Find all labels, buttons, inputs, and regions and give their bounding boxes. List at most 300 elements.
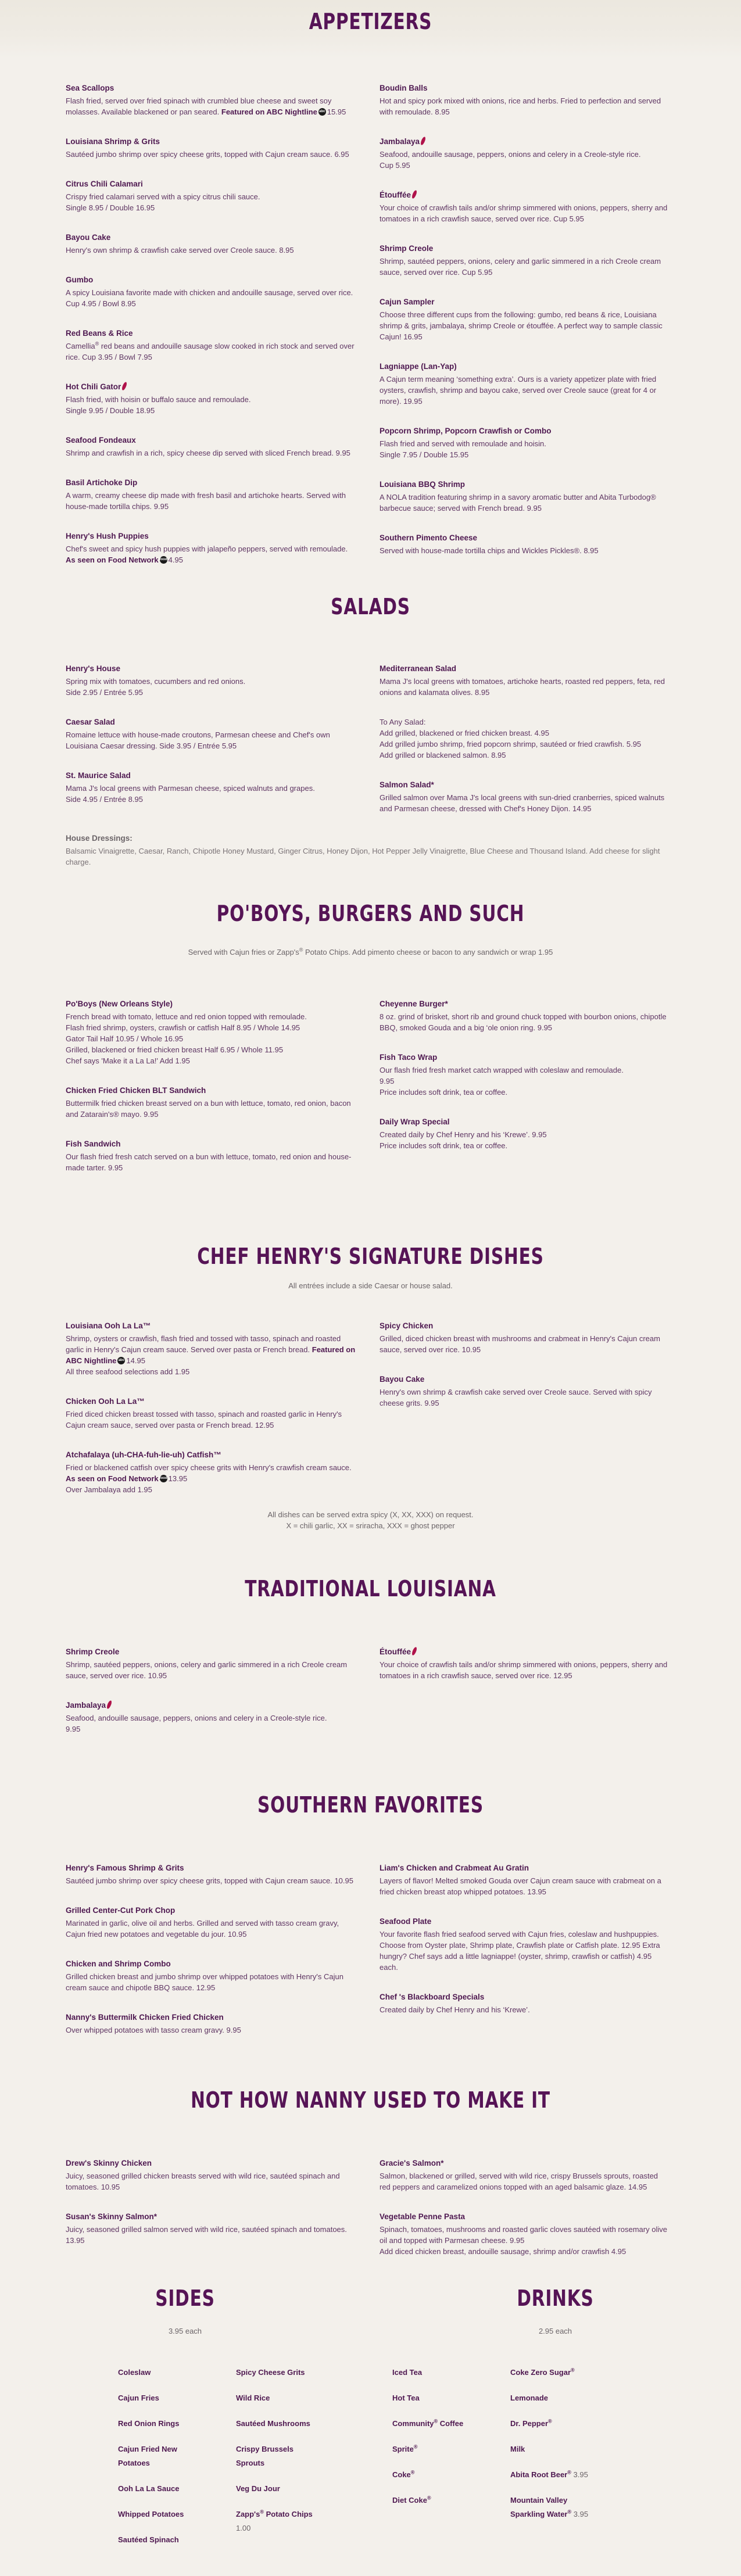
item-name — [380, 479, 693, 490]
registered-mark: ® — [413, 2444, 418, 2450]
item-name — [66, 2211, 380, 2222]
drink-name: Dr. Pepper — [510, 2419, 549, 2428]
description-text — [66, 490, 356, 512]
menu-item — [66, 1905, 380, 1940]
drink-item — [510, 2493, 597, 2521]
description-text — [66, 1918, 356, 1940]
section-nanny — [0, 2054, 741, 2276]
description-text — [380, 492, 670, 514]
item-name — [380, 296, 693, 307]
note-text: Served with Cajun fries or Zapp's — [188, 948, 299, 956]
item-description — [66, 676, 356, 698]
description-text — [66, 149, 356, 160]
menu-item — [66, 136, 380, 160]
menu-item — [380, 1116, 693, 1151]
registered-mark: ® — [567, 2509, 572, 2515]
drink-name: Community — [392, 2419, 434, 2428]
description-line: Grilled, blackened or fried chicken breast Half 6.95 / Whole 11.95 — [66, 1045, 284, 1054]
section-note: 2.95 each — [538, 2327, 572, 2335]
drink-item — [392, 2468, 479, 2482]
item-description — [66, 1659, 356, 1681]
menu-item — [380, 83, 693, 117]
drink-item — [392, 2493, 479, 2507]
description-text — [66, 1151, 356, 1173]
dressings-label: House Dressings: — [66, 834, 133, 843]
spacer — [0, 1267, 741, 1280]
spacer — [0, 925, 741, 947]
spicy-note-line: All dishes can be served extra spicy (X, XX, XXX) on request. — [267, 1510, 474, 1519]
drink-item — [510, 2442, 597, 2456]
description-body: Your favorite flash fried seafood served with Cajun fries, coleslaw and hushpuppies. Choose from Oyster plate, Shrimp plate, Crawfish plate or Catfish plate. 12.95 Extra hungry? Chef says add a little lagniappe! (oyster, shrimp, crawfish or catfish) 4.95 each. — [380, 1930, 660, 1972]
drinks-columns — [370, 2366, 740, 2533]
column-right — [380, 998, 693, 1192]
description-text — [66, 245, 356, 256]
item-name — [66, 2158, 380, 2169]
item-name-text: Caesar Salad — [66, 718, 115, 726]
description-body: Marinated in garlic, olive oil and herbs. Grilled and served with tasso cream gravy, Cajun fried new potatoes and vegetable du jour. 10.95 — [66, 1919, 339, 1939]
menu-item — [66, 83, 380, 117]
registered-mark: ® — [571, 2367, 575, 2373]
item-price: 4.95 — [168, 556, 183, 564]
item-description — [66, 1151, 356, 1173]
description-line: 9.95 — [380, 1077, 395, 1085]
description-body: Served with house-made tortilla chips and Wickles Pickles®. 8.95 — [380, 546, 599, 555]
column-right — [380, 663, 693, 833]
description-body: A NOLA tradition featuring shrimp in a savory aromatic butter and Abita Turbodog® barbecue sauce; served with French bread. 9.95 — [380, 493, 656, 513]
menu-item — [66, 1700, 380, 1735]
spacer — [0, 2559, 741, 2576]
drink-item — [392, 2391, 479, 2405]
menu-item — [380, 532, 693, 556]
two-column-list — [0, 1862, 741, 2054]
item-description — [66, 1098, 356, 1120]
item-description — [66, 543, 356, 565]
item-description — [380, 492, 670, 514]
menu-item — [66, 274, 380, 309]
item-description — [380, 309, 670, 342]
item-description — [66, 783, 356, 805]
description-line: French bread with tomato, lettuce and red onion topped with remoulade. — [66, 1012, 307, 1021]
menu-item — [66, 1138, 380, 1173]
menu-item — [66, 328, 380, 363]
item-name — [380, 2158, 693, 2169]
item-name — [66, 1646, 380, 1657]
item-name-text: Atchafalaya (uh-CHA-fuh-lie-uh) Catfish™ — [66, 1450, 221, 1459]
side-item: Cajun Fries — [118, 2394, 159, 2402]
two-column-list — [0, 998, 741, 1192]
item-name-text: Seafood Plate — [380, 1917, 432, 1926]
abc-logo-icon: abc — [318, 108, 326, 116]
item-name — [380, 532, 693, 543]
item-description — [380, 1659, 670, 1681]
menu-item — [66, 1320, 380, 1377]
spacer — [0, 1192, 741, 1245]
item-name — [380, 779, 693, 790]
spacer — [0, 33, 741, 83]
description-line: Add grilled, blackened or fried chicken breast. 4.95 — [380, 729, 549, 737]
item-description — [66, 287, 356, 309]
side-item: Red Onion Rings — [118, 2419, 180, 2428]
column-left — [66, 663, 380, 833]
item-name-text: Lagniappe (Lan-Yap) — [380, 362, 457, 371]
menu-item — [380, 998, 693, 1033]
menu-item — [380, 425, 693, 460]
spacer — [0, 618, 741, 663]
description-line: Add diced chicken breast, andouille sausage, shrimp and/or crawfish 4.95 — [380, 2247, 627, 2256]
item-name — [380, 1374, 693, 1385]
item-name — [380, 1116, 693, 1127]
description-text — [380, 149, 670, 160]
side-name: Potato Chips — [264, 2510, 313, 2518]
description-body: Shrimp, oysters or crawfish, flash fried and tossed with tasso, spinach and roasted garlic in Henry's Cajun cream sauce. Served over pasta or French bread. — [66, 1334, 341, 1354]
item-name — [66, 2012, 380, 2023]
item-description — [380, 1929, 670, 1973]
item-name — [380, 1862, 693, 1873]
item-name-text: Red Beans & Rice — [66, 329, 133, 338]
description-line: Add grilled jumbo shrimp, fried popcorn shrimp, sautéed or fried crawfish. 5.95 — [380, 740, 642, 748]
description-text — [66, 394, 356, 405]
note-text: Potato Chips. Add pimento cheese or bacon to any sandwich or wrap 1.95 — [303, 948, 553, 956]
column-left — [66, 2158, 380, 2276]
menu-item — [380, 1991, 693, 2015]
section-southern — [0, 1753, 741, 2054]
drinks-col1 — [392, 2366, 510, 2533]
menu-item — [380, 1320, 693, 1355]
spicy-pepper-icon — [411, 189, 417, 199]
spacer — [0, 958, 741, 998]
spacer — [0, 2111, 741, 2158]
item-description — [380, 716, 670, 761]
description-body: Flash fried and served with remoulade and hoisin. — [380, 439, 546, 448]
drink-name: Abita Root Beer — [510, 2470, 568, 2479]
item-name-text: Grilled Center-Cut Pork Chop — [66, 1906, 176, 1915]
description-body: Spring mix with tomatoes, cucumbers and red onions. — [66, 677, 246, 686]
section-signature — [0, 1192, 741, 1514]
description-body: Flash fried, served over fried spinach with crumbled blue cheese and sweet soy molasses. Available blackened or pan seared. — [66, 96, 332, 116]
item-name-text: Gracie's Salmon* — [380, 2159, 444, 2167]
description-body: Grilled chicken breast and jumbo shrimp over whipped potatoes with Henry's Cajun cream sauce and chipotle BBQ sauce. 12.95 — [66, 1972, 343, 1992]
spicy-pepper-icon — [106, 1700, 112, 1709]
description-body: Seafood, andouille sausage, peppers, onions and celery in a Creole-style rice. — [66, 1714, 327, 1722]
item-price: 13.95 — [168, 1474, 188, 1483]
item-price-line: 9.95 — [66, 1725, 81, 1733]
description-text — [380, 2170, 670, 2192]
description-text — [380, 792, 670, 814]
description-body: Fried diced chicken breast tossed with tasso, spinach and roasted garlic in Henry's Cajun cream sauce, served over pasta or French bread. 12.95 — [66, 1410, 342, 1429]
registered-mark: ® — [95, 341, 99, 347]
item-name — [380, 1320, 693, 1331]
item-description — [66, 149, 356, 160]
sides-and-drinks — [0, 2287, 741, 2559]
menu-item — [380, 243, 693, 278]
side-item: Spicy Cheese Grits — [236, 2368, 305, 2377]
registered-mark: ® — [567, 2469, 571, 2475]
drink-item — [510, 2468, 597, 2482]
two-column-list — [0, 1320, 741, 1514]
item-name — [66, 531, 380, 542]
item-name — [380, 663, 693, 674]
item-name-text: Po'Boys (New Orleans Style) — [66, 999, 173, 1008]
section-salads — [0, 584, 741, 833]
item-description — [380, 256, 670, 278]
item-name-text: Bayou Cake — [66, 233, 111, 242]
description-line: Created daily by Chef Henry and his ‘Krewe’. 9.95 — [380, 1130, 547, 1139]
spicy-pepper-icon — [420, 136, 426, 145]
item-name-text: Louisiana Shrimp & Grits — [66, 137, 160, 146]
menu-item — [380, 2211, 693, 2257]
item-name — [380, 2211, 693, 2222]
menu-item — [380, 779, 693, 814]
item-price-line: Single 9.95 / Double 18.95 — [66, 406, 155, 415]
description-line: Flash fried shrimp, oysters, crawfish or catfish Half 8.95 / Whole 14.95 — [66, 1023, 300, 1032]
item-name — [66, 381, 380, 392]
description-body: Henry's own shrimp & crawfish cake served over Creole sauce. 8.95 — [66, 246, 294, 255]
description-text — [380, 256, 670, 278]
description-text — [380, 1386, 670, 1409]
description-text — [380, 1875, 670, 1897]
column-right — [380, 2158, 693, 2276]
item-name — [380, 998, 693, 1009]
side-item: Ooh La La Sauce — [118, 2484, 180, 2493]
side-item: Coleslaw — [118, 2368, 151, 2377]
registered-mark: ® — [260, 2509, 264, 2515]
item-description — [380, 676, 670, 698]
item-description — [380, 2004, 670, 2015]
column-right — [380, 1646, 693, 1753]
item-name — [66, 232, 380, 243]
item-name-text: Salmon Salad* — [380, 780, 434, 789]
spacer — [370, 2337, 740, 2366]
description-text — [66, 1409, 356, 1431]
item-name — [66, 178, 380, 189]
section-title: DRINKS — [517, 2285, 594, 2311]
description-body: Crispy fried calamari served with a spicy citrus chili sauce. — [66, 192, 260, 201]
item-price: 15.95 — [327, 108, 346, 116]
description-body: Sautéed jumbo shrimp over spicy cheese grits, topped with Cajun cream sauce. 6.95 — [66, 150, 349, 159]
section-appetizers — [0, 0, 741, 584]
item-name — [66, 435, 380, 446]
description-text — [66, 1098, 356, 1120]
item-description — [380, 792, 670, 814]
food-network-logo-icon: food — [160, 1475, 167, 1482]
description-text — [66, 1875, 356, 1886]
item-extra: Over Jambalaya add 1.95 — [66, 1485, 152, 1494]
menu-item — [380, 663, 693, 698]
item-name-text: Chicken Fried Chicken BLT Sandwich — [66, 1086, 206, 1095]
description-body: A warm, creamy cheese dip made with fresh basil and artichoke hearts. Served with house-made tortilla chips. 9.95 — [66, 491, 346, 511]
description-body: 8 oz. grind of brisket, short rib and ground chuck topped with bourbon onions, chipotle BBQ, smoked Gouda and a big ‘ole onion ring. 9.95 — [380, 1012, 667, 1032]
menu-item — [380, 361, 693, 407]
description-body: Shrimp, sautéed peppers, onions, celery and garlic simmered in a rich Creole cream sauce, served over rice. 10.95 — [66, 1660, 348, 1680]
drink-item — [510, 2417, 597, 2431]
section-title: APPETIZERS — [309, 9, 432, 34]
section-title: SALADS — [331, 594, 410, 619]
section-title: PO'BOYS, BURGERS AND SUCH — [216, 901, 525, 926]
item-description — [66, 1462, 356, 1495]
spicy-note-line: X = chili garlic, XX = sriracha, XXX = ghost pepper — [286, 1521, 455, 1530]
column-left — [66, 1862, 380, 2054]
item-name-text: Jambalaya — [380, 137, 420, 146]
drinks-col2 — [510, 2366, 628, 2533]
drink-name-suffix: Coffee — [438, 2419, 464, 2428]
section-traditional — [0, 1531, 741, 1753]
food-network-logo-icon: food — [160, 556, 167, 564]
spacer — [0, 1291, 741, 1320]
item-name — [66, 998, 380, 1009]
description-body: Juicy, seasoned grilled chicken breasts served with wild rice, sautéed spinach and tomatoes. 10.95 — [66, 2172, 340, 2191]
item-description — [380, 438, 670, 460]
section-note: All entrées include a side Caesar or house salad. — [288, 1281, 453, 1290]
section-title: NOT HOW NANNY USED TO MAKE IT — [191, 2087, 550, 2113]
spacer — [0, 1816, 741, 1862]
description-body: Romaine lettuce with house-made croutons, Parmesan cheese and Chef's own Louisiana Caesar dressing. Side 3.95 / Entrée 5.95 — [66, 730, 330, 750]
description-body: Choose three different cups from the following: gumbo, red beans & rice, Louisiana shrimp & grits, jambalaya, shrimp Creole or étouffée. A perfect way to sample classic Cajun! 16.95 — [380, 310, 663, 341]
featured-label: Featured on ABC Nightline — [66, 1345, 356, 1365]
item-name — [380, 425, 693, 436]
description-body: Sautéed jumbo shrimp over spicy cheese grits, topped with Cajun cream sauce. 10.95 — [66, 1876, 353, 1885]
menu-item — [66, 2012, 380, 2036]
description-text — [66, 1659, 356, 1681]
item-name-text: Chicken Ooh La La™ — [66, 1397, 145, 1406]
description-text — [66, 2224, 356, 2246]
item-extra: All three seafood selections add 1.95 — [66, 1367, 190, 1376]
item-name — [66, 1138, 380, 1149]
two-column-list — [0, 2158, 741, 2276]
item-name-text: Popcorn Shrimp, Popcorn Crawfish or Combo — [380, 427, 552, 435]
brand-name: Camellia — [66, 342, 95, 350]
drink-item — [392, 2366, 479, 2380]
registered-mark: ® — [427, 2495, 431, 2501]
menu-item — [380, 716, 693, 761]
spacer — [0, 1531, 741, 1578]
item-name-text: Étouffée — [380, 191, 411, 199]
spicy-pepper-icon — [121, 381, 127, 390]
description-body: Salmon, blackened or grilled, served with wild rice, crispy Brussels sprouts, roasted red peppers and caramelized onions topped with an aged balsamic glaze. 14.95 — [380, 2172, 658, 2191]
description-body: A spicy Louisiana favorite made with chicken and andouille sausage, served over rice. Cup 4.95 / Bowl 8.95 — [66, 288, 353, 308]
item-description — [380, 1011, 670, 1033]
item-name-text: Chicken and Shrimp Combo — [66, 1959, 171, 1968]
description-text — [380, 545, 670, 556]
menu-item — [66, 531, 380, 565]
featured-label: As seen on Food Network — [66, 1474, 159, 1483]
item-name — [380, 189, 693, 200]
description-text — [380, 676, 670, 698]
menu-item — [66, 716, 380, 751]
description-text — [380, 95, 670, 117]
spicy-pepper-icon — [411, 1646, 417, 1656]
spacer — [0, 1753, 741, 1794]
item-description — [66, 490, 356, 512]
item-name-text: Henry's House — [66, 664, 120, 673]
description-text — [380, 1011, 670, 1033]
description-body: Mama J's local greens with Parmesan cheese, spiced walnuts and grapes. — [66, 784, 315, 793]
drink-name: Sprite — [392, 2445, 414, 2453]
featured-label: Featured on ABC Nightline — [221, 108, 317, 116]
drink-name: Lemonade — [510, 2394, 549, 2402]
description-body: red beans and andouille sausage slow cooked in rich stock and served over rice. Cup 3.95 / Bowl 7.95 — [66, 342, 355, 361]
drink-name: Diet Coke — [392, 2496, 427, 2505]
item-name — [66, 1958, 380, 1969]
item-price-line: Side 2.95 / Entrée 5.95 — [66, 688, 143, 697]
menu-item — [380, 1052, 693, 1098]
description-body: Your choice of crawfish tails and/or shrimp simmered with onions, peppers, sherry and tomatoes in a rich crawfish sauce, served over rice. Cup 5.95 — [380, 203, 668, 223]
item-name — [66, 1905, 380, 1916]
item-name-text: Shrimp Creole — [380, 244, 434, 253]
menu-item — [380, 1646, 693, 1681]
item-name-text: Henry's Hush Puppies — [66, 532, 149, 540]
description-line: Price includes soft drink, tea or coffee. — [380, 1141, 508, 1150]
description-text — [66, 676, 356, 687]
menu-item — [66, 2211, 380, 2246]
description-body: Buttermilk fried chicken breast served on a bun with lettuce, tomato, red onion, bacon and Zatarain's® mayo. 9.95 — [66, 1099, 351, 1119]
item-name — [66, 1449, 380, 1460]
spacer — [0, 2309, 370, 2326]
item-description — [380, 202, 670, 224]
drink-name: Iced Tea — [392, 2368, 423, 2377]
item-price-line: Single 8.95 / Double 16.95 — [66, 203, 155, 212]
menu-item — [66, 1085, 380, 1120]
item-name — [66, 328, 380, 339]
spacer — [0, 2337, 370, 2366]
side-item: Cajun Fried New Potatoes — [118, 2445, 177, 2467]
item-description — [380, 2224, 670, 2257]
item-description — [380, 1129, 670, 1151]
item-description — [66, 729, 356, 751]
item-description — [380, 1065, 670, 1098]
item-name — [66, 1396, 380, 1407]
side-name: Zapp's — [236, 2510, 260, 2518]
item-name — [66, 770, 380, 781]
item-description — [380, 545, 670, 556]
item-name-text: Mediterranean Salad — [380, 664, 457, 673]
item-name-text: Susan's Skinny Salmon* — [66, 2212, 157, 2221]
sides-columns — [0, 2366, 370, 2559]
description-line: Spinach, tomatoes, mushrooms and roasted garlic cloves sautéed with rosemary olive oil and topped with Parmesan cheese. 9.95 — [380, 2225, 667, 2245]
spacer — [0, 2054, 741, 2089]
description-line: To Any Salad: — [380, 718, 426, 726]
description-body: Juicy, seasoned grilled salmon served with wild rice, sautéed spinach and tomatoes. 13.95 — [66, 2225, 347, 2245]
description-body: Over whipped potatoes with tasso cream gravy. 9.95 — [66, 2026, 241, 2034]
item-description — [66, 1875, 356, 1886]
side-item: Wild Rice — [236, 2394, 270, 2402]
item-name — [380, 1052, 693, 1063]
item-name — [380, 83, 693, 94]
menu-item — [66, 1646, 380, 1681]
description-text — [380, 1659, 670, 1681]
menu-item — [380, 1862, 693, 1897]
section-poboys — [0, 868, 741, 1192]
description-body: Hot and spicy pork mixed with onions, rice and herbs. Fried to perfection and served with remoulade. 8.95 — [380, 96, 661, 116]
drink-name: Coke Zero Sugar — [510, 2368, 571, 2377]
item-description — [66, 1712, 356, 1735]
item-name-text: Jambalaya — [66, 1701, 106, 1710]
side-item-zapps — [236, 2507, 323, 2535]
menu-item — [380, 479, 693, 514]
description-body: Seafood, andouille sausage, peppers, onions and celery in a Creole-style rice. — [380, 150, 641, 159]
two-column-list — [0, 83, 741, 584]
side-item: Crispy Brussels Sprouts — [236, 2445, 293, 2467]
description-body: Shrimp and crawfish in a rich, spicy cheese dip served with sliced French bread. 9.95 — [66, 449, 350, 457]
item-name — [66, 83, 380, 94]
item-description — [380, 2170, 670, 2192]
menu-item — [66, 770, 380, 805]
description-text — [66, 341, 356, 363]
section-note — [0, 947, 741, 958]
side-price: 1.00 — [236, 2524, 251, 2532]
description-text — [66, 1971, 356, 1993]
item-description — [380, 1333, 670, 1355]
description-text — [66, 2025, 356, 2036]
